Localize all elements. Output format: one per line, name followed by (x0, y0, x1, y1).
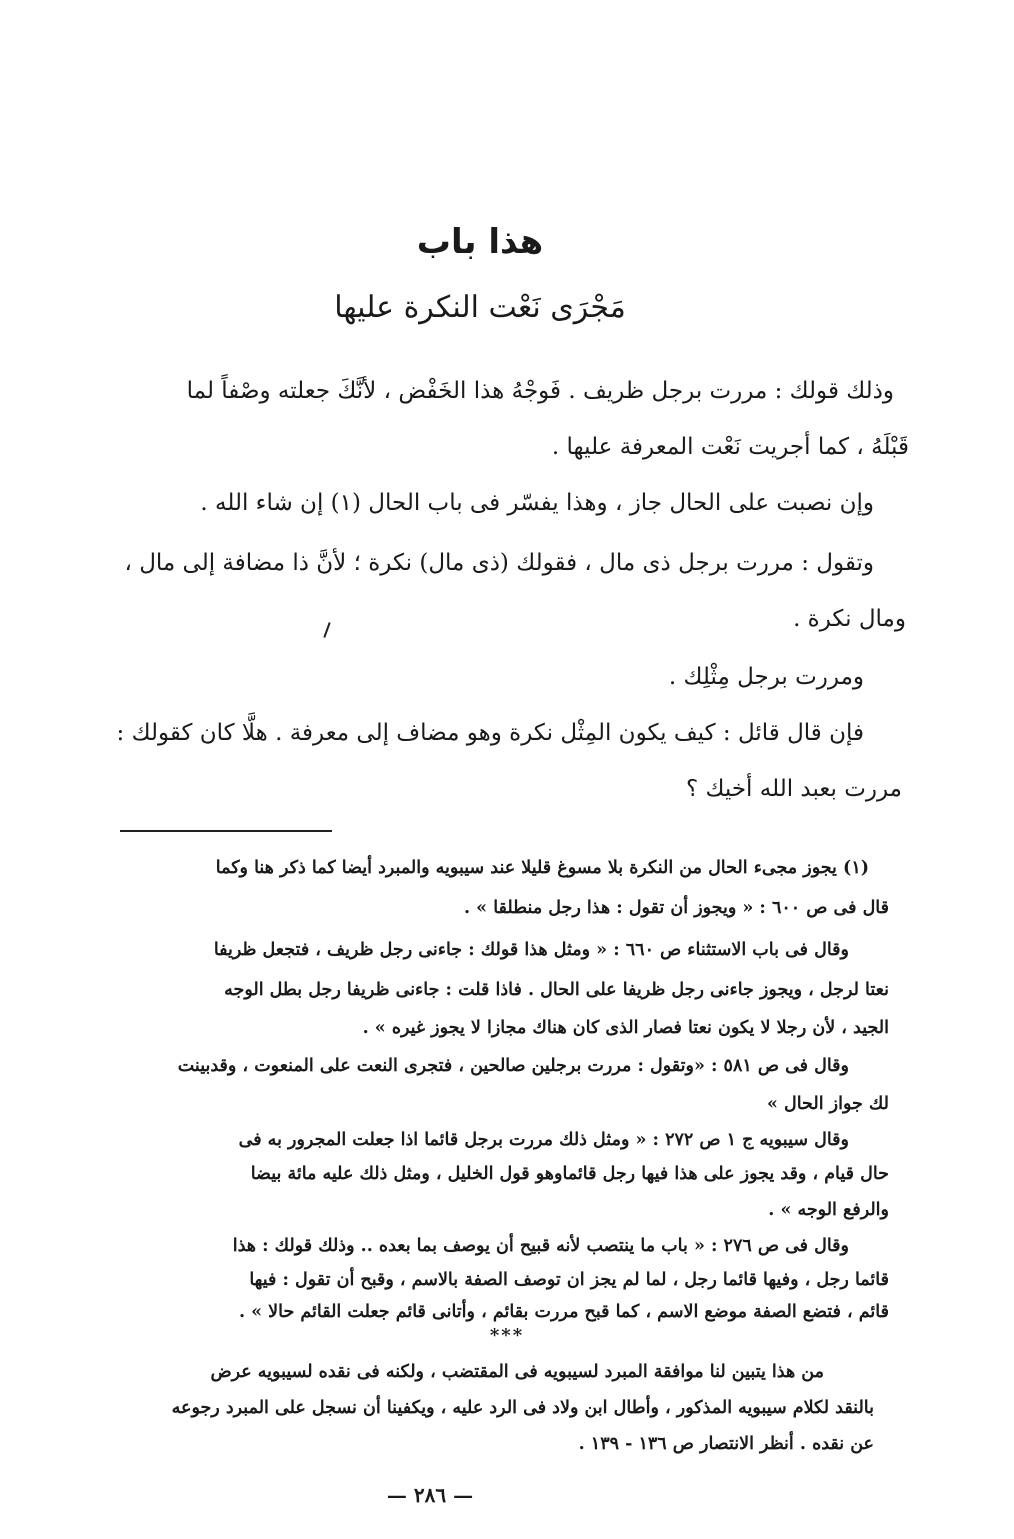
footnote-rule (120, 830, 332, 832)
footnote-line: الجيد ، لأن رجلا لا يكون نعتا فصار الذى كان هناك مجازا لا يجوز غيره » . (362, 1018, 889, 1038)
footnote-line: لك جواز الحال » (766, 1094, 889, 1114)
footnote-line: وقال سيبويه ج ١ ص ٢٧٢ : « ومثل ذلك مررت برجل قائما اذا جعلت المجرور به فى (238, 1130, 849, 1150)
footnote-line: وقال فى ص ٢٧٦ : « باب ما ينتصب لأنه قبيح أن يوصف بما بعده .. وذلك قولك : هذا (232, 1236, 849, 1256)
body-line: فإن قال قائل : كيف يكون المِثْل نكرة وهو مضاف إلى معرفة . هلَّا كان كقولك : (116, 720, 864, 746)
chapter-title: هذا باب (416, 222, 544, 262)
closing-line: عن نقده . أنظر الانتصار ص ١٣٦ - ١٣٩ . (578, 1434, 874, 1454)
chapter-subtitle: مَجْرَى نَعْت النكرة عليها (334, 290, 626, 325)
footnote-line: قائما رجل ، وفيها قائما رجل ، لما لم يجز ان توصف الصفة بالاسم ، وقبح أن تقول : فيها (249, 1270, 889, 1290)
body-line: مررت بعبد الله أخيك ؟ (685, 776, 902, 802)
closing-line: من هذا يتبين لنا موافقة المبرد لسيبويه فى المقتضب ، ولكنه فى نقده لسيبويه عرض (210, 1362, 824, 1382)
footnote-line: قال فى ص ٦٠٠ : « ويجوز أن تقول : هذا رجل منطلقا » . (463, 898, 889, 918)
body-line: ومررت برجل مِثْلِك . (668, 664, 864, 690)
footnote-line: نعتا لرجل ، ويجوز جاءنى رجل ظريفا على الحال . فاذا قلت : جاءنى ظريفا رجل بطل الوجه (224, 980, 889, 1000)
footnote-line: حال قيام ، وقد يجوز على هذا فيها رجل قائماوهو قول الخليل ، ومثل ذلك عليه مائة بيضا (250, 1164, 889, 1184)
footnote-line: والرفع الوجه » . (768, 1200, 889, 1220)
closing-line: بالنقد لكلام سيبويه المذكور ، وأطال ابن ولاد فى الرد عليه ، ويكفينا أن نسجل على المبرد رجوعه (171, 1398, 874, 1418)
body-line: وتقول : مررت برجل ذى مال ، فقولك (ذى مال) نكرة ؛ لأنَّ ذا مضافة إلى مال ، (124, 550, 874, 576)
footnote-line: قائم ، فتضع الصفة موضع الاسم ، كما قبح مررت بقائم ، وأتانى قائم جعلت القائم حالا » . (238, 1302, 889, 1322)
footnote-line: وقال فى باب الاستثناء ص ٦٦٠ : « ومثل هذا قولك : جاءنى رجل ظريف ، فتجعل ظريفا (213, 940, 849, 960)
body-line: وذلك قولك : مررت برجل ظريف . فَوجْهُ هذا الخَفْض ، لأنَّكَ جعلته وصْفاً لما (186, 378, 894, 404)
section-separator: *** (489, 1325, 525, 1346)
page-number: — ٢٨٦ — (386, 1483, 474, 1507)
body-line: ومال نكرة . (793, 606, 906, 632)
footnote-line: وقال فى ص ٥٨١ : «وتقول : مررت برجلين صالحين ، فتجرى النعت على المنعوت ، وقدبينت (177, 1056, 849, 1076)
body-line: وإن نصبت على الحال جاز ، وهذا يفسّر فى باب الحال (١) إن شاء الله . (200, 490, 874, 516)
body-line: قَبْلَهُ ، كما أجريت نَعْت المعرفة عليها . (551, 434, 909, 460)
footnote-line: (١) يجوز مجىء الحال من النكرة بلا مسوغ قليلا عند سيبويه والمبرد أيضا كما ذكر هنا وكما (215, 858, 869, 878)
